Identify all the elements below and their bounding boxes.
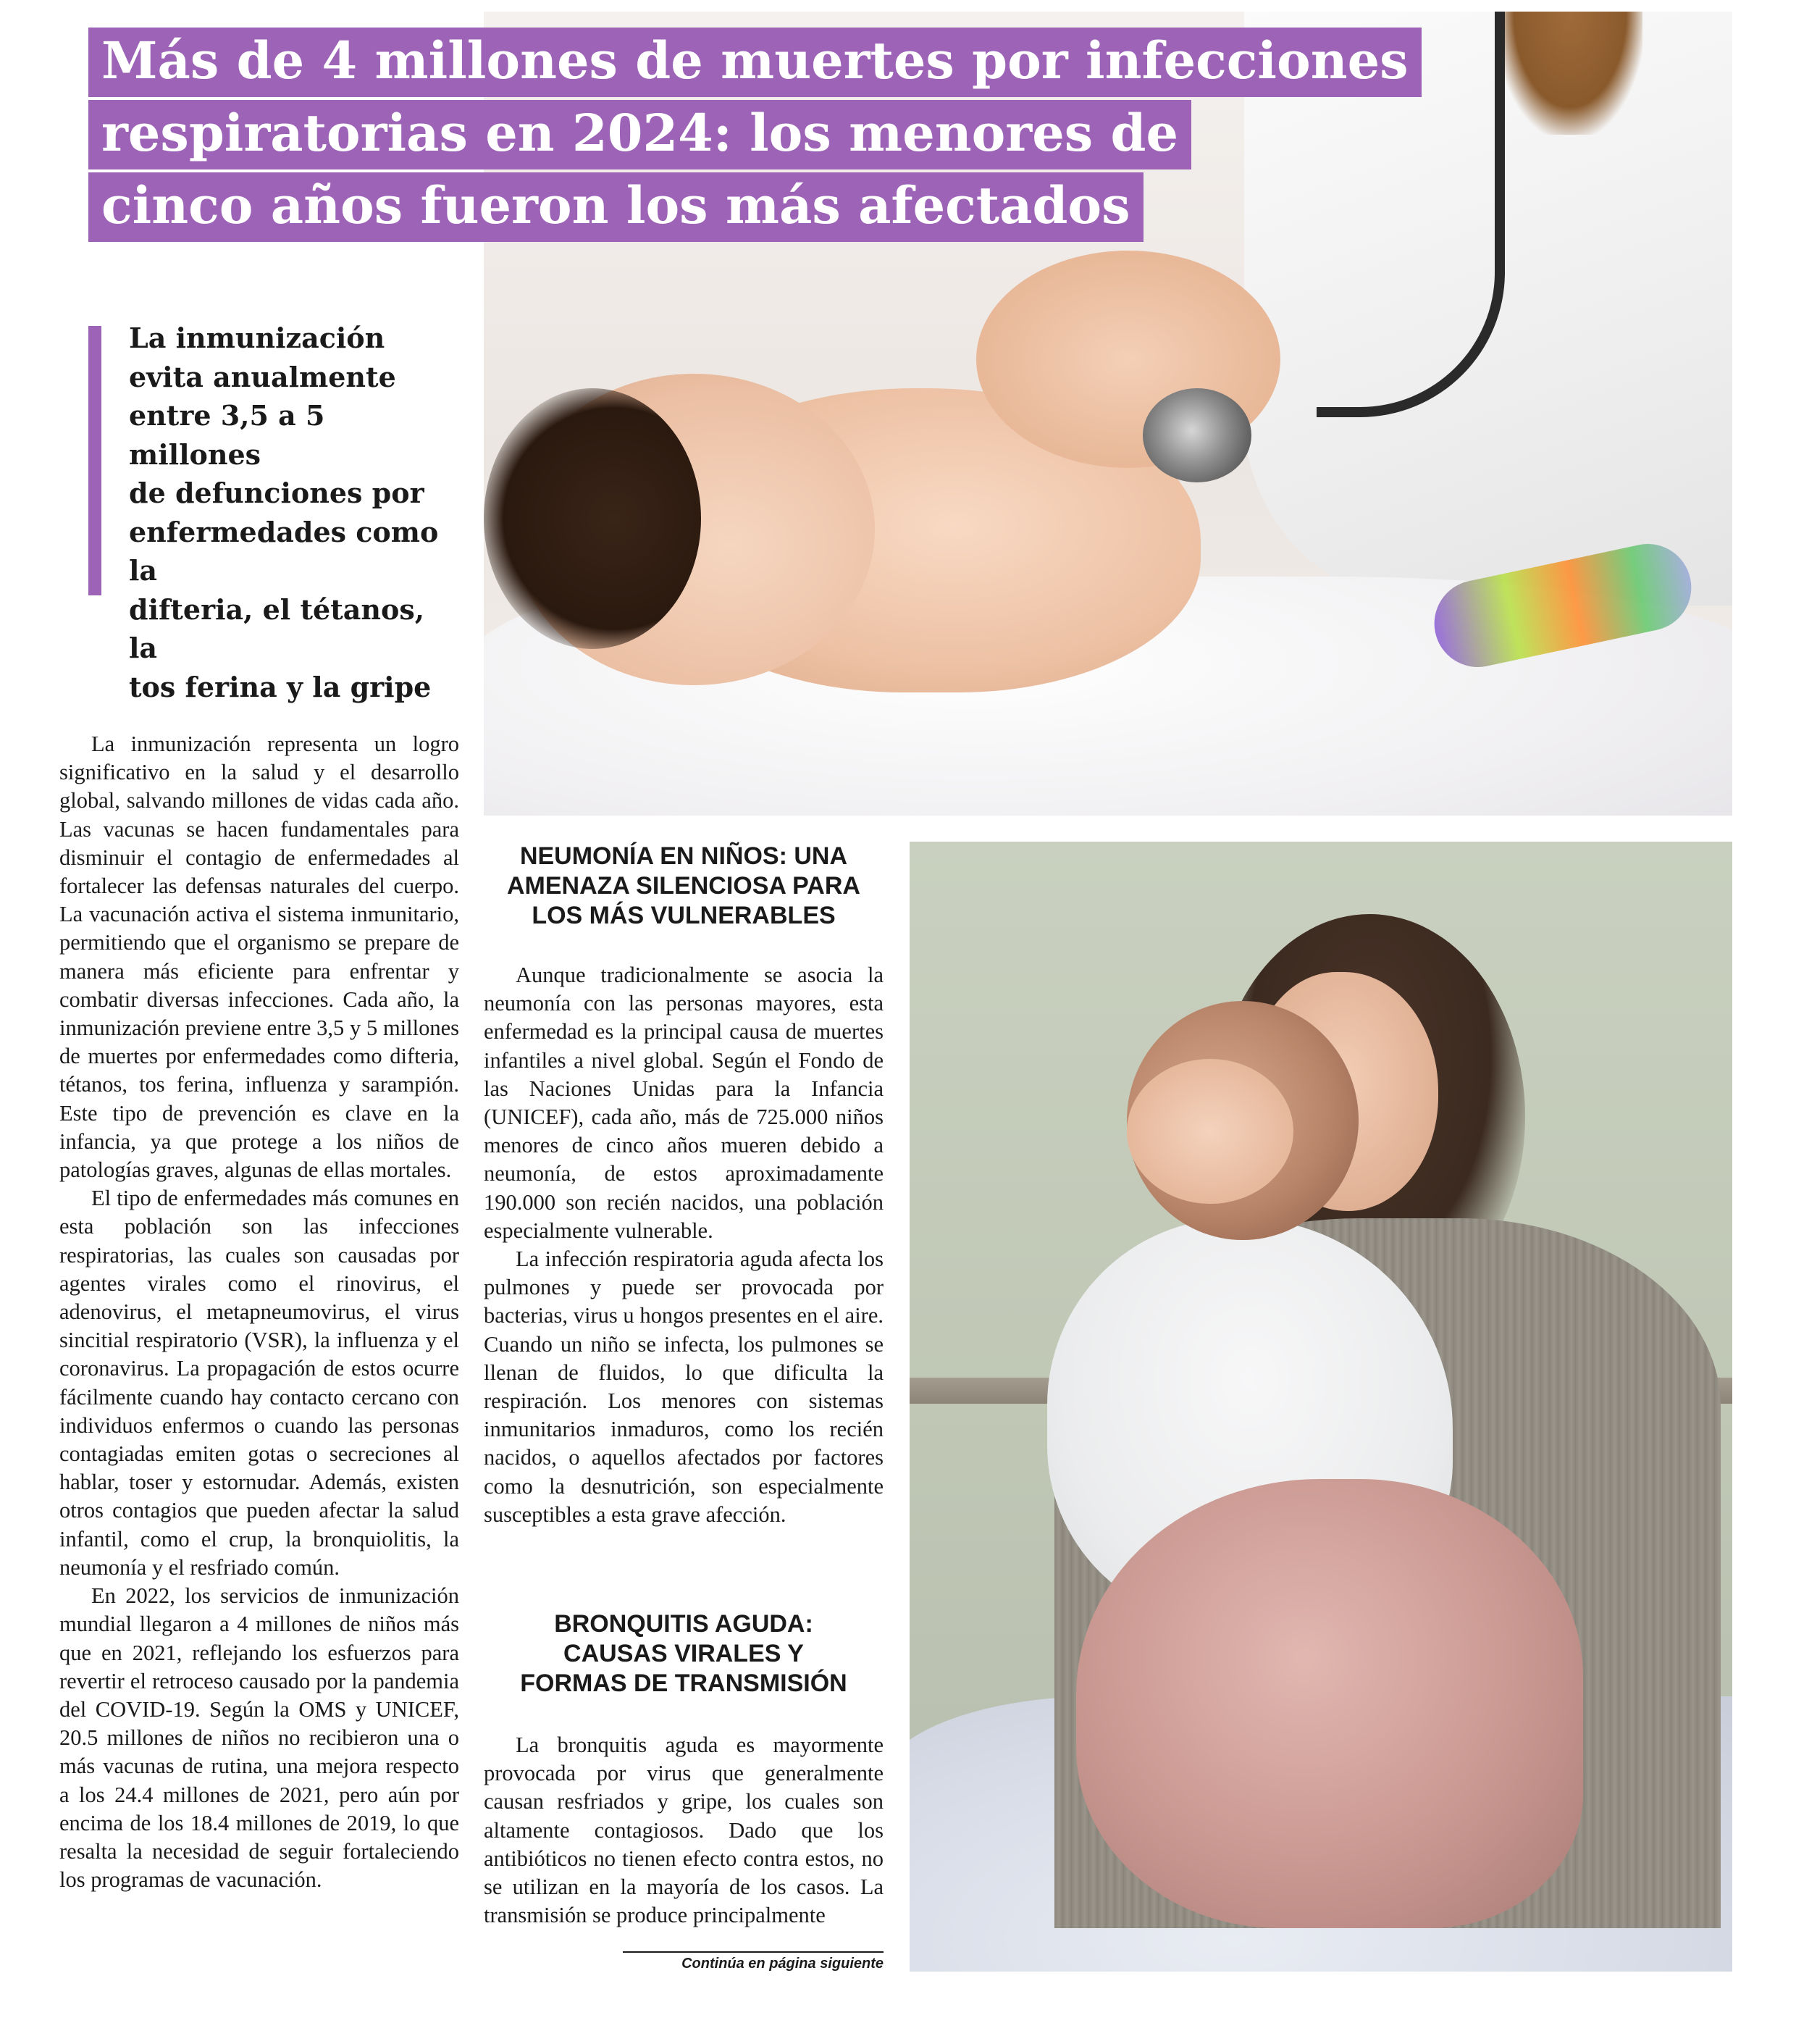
paragraph: Aunque tradicionalmente se asocia la neumonía con las personas mayores, esta enfermedad es la principal causa de muertes infantiles a nivel global. Según el Fondo de las Naciones Unidas para la Infancia (UNICEF), cada año, más de 725.000 niños menores de cinco años mueren debido a neumonía, de estos aproximadamente 190.000 son recién nacidos, una población especialmente vulnerable. (484, 963, 884, 1243)
mother-hand (1127, 1059, 1293, 1204)
continua-divider (623, 1951, 884, 1953)
paragraph: La bronquitis aguda es mayormente provocada por virus que generalmente causan resfriados y gripe, los cuales son altamente contagiosos. Dado que los antibióticos no tienen efecto contra estos, no se utilizan en la mayoría de los casos. La transmisión se produce principalmente (484, 1733, 884, 1928)
pull-quote: La inmunización evita anualmente entre 3,5 a 5 millones de defunciones por enfermedades como la difteria, el tétanos, la tos ferina y la gripe (129, 322, 439, 703)
paragraph: El tipo de enfermedades más comunes en esta población son las infecciones respiratorias, las cuales son causadas por agentes virales como el rinovirus, el adenovirus, el metapneumovirus, el virus sincitial respiratorio (VSR), la influenza y el coronavirus. La propagación de estos ocurre fácilmente cuando hay contacto cercano con individuos enfermos o cuando las personas contagiadas emiten gotas o secreciones al hablar, toser y estornudar. Además, existen otros contagios que pueden afectar la salud infantil, como el crup, la bronquiolitis, la neumonía y el resfriado común. (59, 1186, 459, 1580)
headline-line-1: Más de 4 millones de muertes por infecciones (88, 28, 1422, 97)
section-heading-bronquitis: BRONQUITIS AGUDA: CAUSAS VIRALES Y FORMAS DE TRANSMISIÓN (520, 1610, 847, 1697)
section-heading-neumonia: NEUMONÍA EN NIÑOS: UNA AMENAZA SILENCIOSA PARA LOS MÁS VULNERABLES (507, 842, 860, 929)
headline-line-3: cinco años fueron los más afectados (88, 172, 1144, 242)
headline-line-2: respiratorias en 2024: los menores de (88, 100, 1191, 169)
paragraph: La inmunización representa un logro significativo en la salud y el desarrollo global, salvando millones de vidas cada año. Las vacunas se hacen fundamentales para disminuir el contagio de enfermedades al fortalecer las defensas naturales del cuerpo. La vacunación activa el sistema inmunitario, permitiendo que el organismo se prepare de manera más eficiente para enfrentar y combatir diversas infecciones. Cada año, la inmunización previene entre 3,5 y 5 millones de muertes por enfermedades como difteria, tétanos, tos ferina, influenza y sarampión. Este tipo de prevención es clave en la infancia, ya que protege a los niños de patologías graves, algunas de ellas mortales. (59, 732, 459, 1183)
middle-column-bronquitis (484, 1731, 884, 1930)
stethoscope-chestpiece (1143, 388, 1251, 482)
pull-quote-bar (88, 326, 101, 595)
paragraph: La infección respiratoria aguda afecta los pulmones y puede ser provocada por bacterias, virus u hongos presentes en el aire. Cuando un niño se infecta, los pulmones se llenan de fluidos, lo que dificulta la respiración. Los menores con sistemas inmunitarios inmaduros, como los recién nacidos, o aquellos afectados por factores como la desnutrición, son especialmente susceptibles a esta grave afección. (484, 1247, 884, 1527)
doctor-hair (1498, 12, 1642, 135)
left-column (59, 730, 459, 1894)
middle-column-neumonia (484, 961, 884, 1529)
paragraph: En 2022, los servicios de inmunización mundial llegaron a 4 millones de niños más que en 2021, reflejando los esfuerzos para revertir el retroceso causado por la pandemia del COVID-19. Según la OMS y UNICEF, 20.5 millones de niños no recibieron una o más vacunas de rutina, una mejora respecto a los 24.4 millones de 2021, pero aún por encima de los 18.4 millones de 2019, lo que resalta la necesidad de seguir fortaleciendo los programas de vacunación. (59, 1583, 459, 1893)
continued-next-page-link[interactable]: Continúa en página siguiente (681, 1956, 884, 1972)
baby-hair (484, 388, 701, 649)
photo-mother-baby (910, 842, 1732, 1972)
pink-blanket (1076, 1479, 1583, 1928)
